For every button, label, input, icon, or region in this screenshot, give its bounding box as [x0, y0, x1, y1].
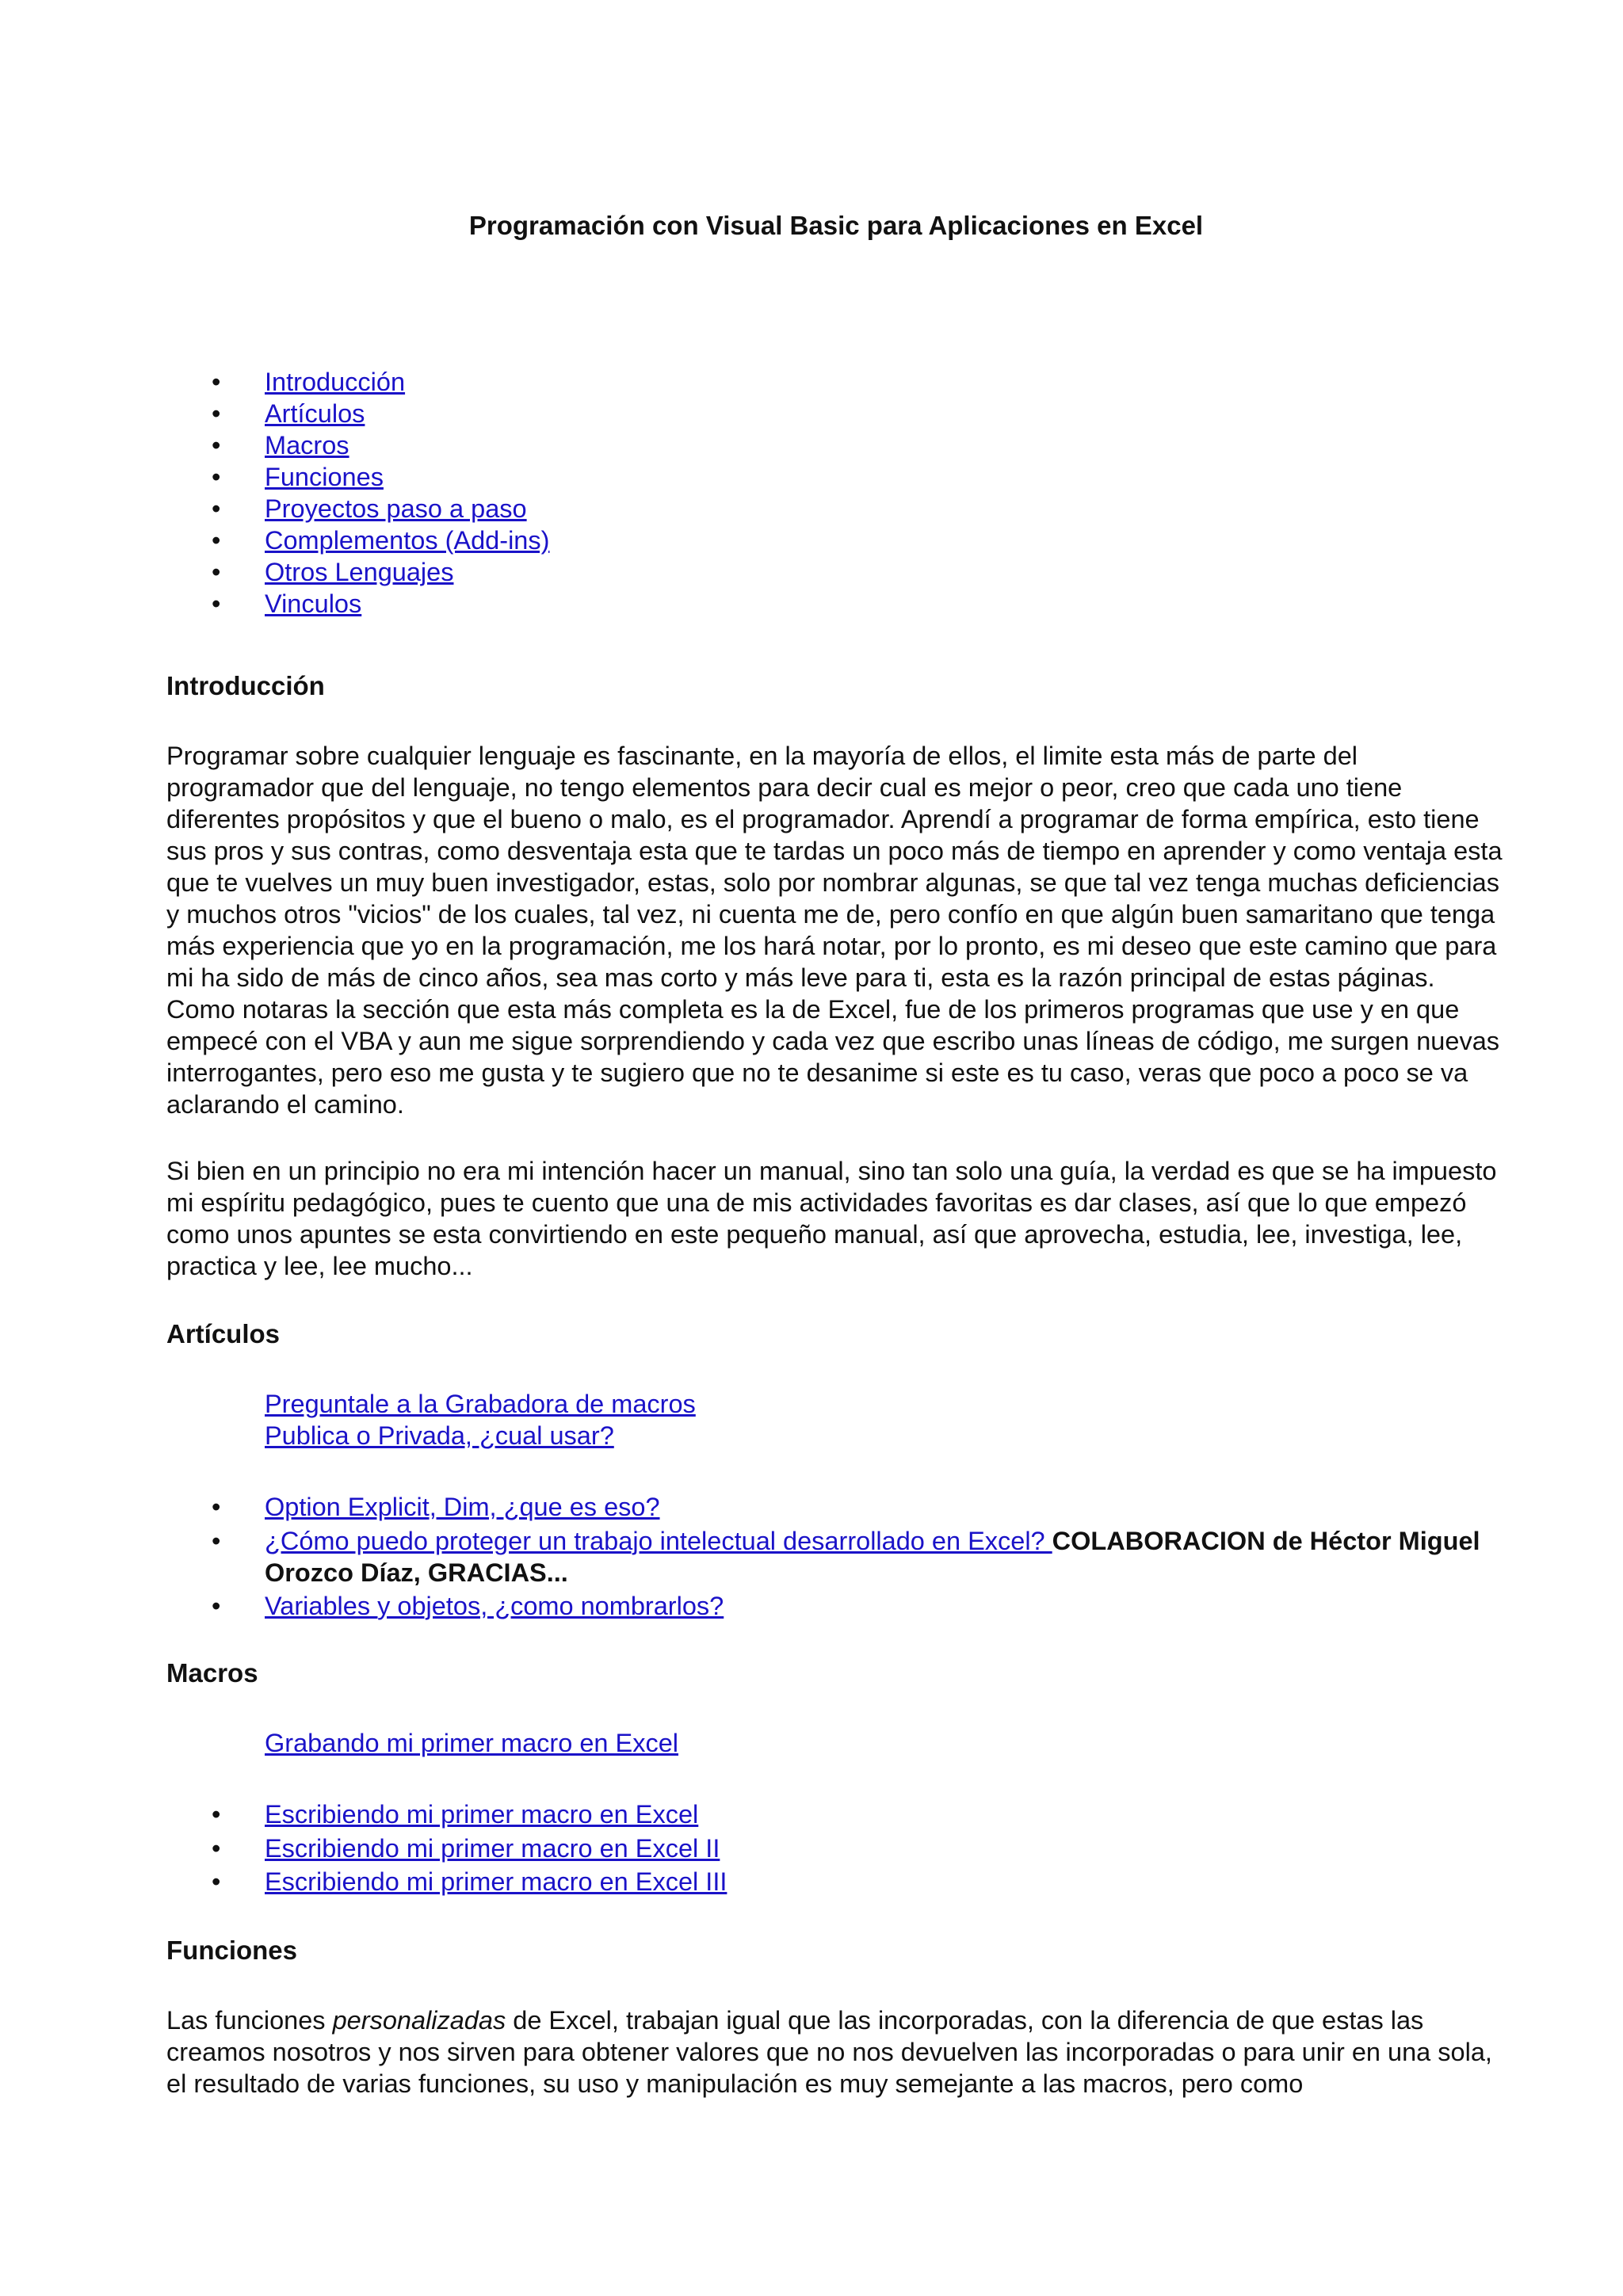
page-title: Programación con Visual Basic para Aplicaciones en Excel [468, 211, 1204, 240]
toc-link-introduccion[interactable]: Introducción [265, 368, 406, 396]
funciones-text-italic: personalizadas [332, 2006, 506, 2035]
section-heading-introduccion: Introducción [166, 671, 325, 700]
link-grabando-macro[interactable]: Grabando mi primer macro en Excel [265, 1729, 678, 1757]
section-heading-funciones: Funciones [166, 1936, 298, 1965]
toc-item [166, 429, 549, 461]
toc-link-vinculos[interactable]: Vinculos [265, 589, 362, 618]
intro-paragraph-1: Programar sobre cualquier lenguaje es fascinante, en la mayoría de ellos, el limite esta más de parte del programador que del lenguaje, no tengo elementos para decir cual es mejor o peor, creo que cada uno tiene diferentes propósitos y que el bueno o malo, es el programador. Aprendí a programar de forma empírica, esto tiene sus pros y sus contras, como desventaja esta que te tardas un poco más de tiempo en aprender y como ventaja esta que te vuelves un muy buen investigador, estas, solo por nombrar algunas, se que tal vez tenga muchas deficiencias y muchos otros "vicios" de los cuales, tal vez, ni cuenta me de, pero confío en que algún buen samaritano que tenga más experiencia que yo en la programación, me los hará notar, por lo pronto, es mi deseo que este camino que para mi ha sido de más de cinco años, sea mas corto y más leve para ti, esta es la razón principal de estas páginas. Como notaras la sección que esta más completa es la de Excel, fue de los primeros programas que use y en que empecé con el VBA y aun me sigue sorprendiendo y cada vez que escribo unas líneas de código, me surgen nuevas interrogantes, pero eso me gusta y te sugiero que no te desanime si este es tu caso, veras que poco a poco se va aclarando el camino. [166, 742, 1503, 1119]
funciones-text-start: Las funciones [166, 2006, 333, 2035]
funciones-paragraph [166, 2004, 1506, 2100]
toc-item [166, 588, 549, 620]
section-heading-articulos: Artículos [166, 1319, 281, 1348]
funciones-text-rest: de Excel, trabajan igual que las incorporadas, con la diferencia de que estas las creamos nosotros y nos sirven para obtener valores que no nos devuelven las incorporadas o para unir en una sola, el resultado de varias funciones, su uso y manipulación es muy semejante a las macros, pero como [166, 2006, 1492, 2098]
link-option-explicit[interactable]: Option Explicit, Dim, ¿que es eso? [265, 1493, 660, 1521]
list-item [166, 1525, 1506, 1590]
section-heading-macros: Macros [166, 1658, 258, 1688]
toc-item [166, 493, 549, 524]
toc-item [166, 366, 549, 398]
link-escribiendo-macro-3[interactable]: Escribiendo mi primer macro en Excel III [265, 1867, 727, 1896]
list-item [166, 1798, 1506, 1833]
link-variables-objetos[interactable]: Variables y objetos, ¿como nombrarlos? [265, 1591, 724, 1620]
toc-link-complementos[interactable]: Complementos (Add-ins) [265, 526, 550, 555]
toc-item [166, 556, 549, 588]
list-item [166, 1833, 1506, 1867]
table-of-contents [166, 366, 549, 620]
list-item [166, 1491, 1506, 1525]
toc-item [166, 461, 549, 493]
link-proteger-trabajo[interactable]: ¿Cómo puedo proteger un trabajo intelectual desarrollado en Excel? [265, 1526, 1052, 1555]
macros-indented-links [265, 1727, 678, 1759]
toc-item [166, 524, 549, 556]
toc-link-funciones[interactable]: Funciones [265, 463, 384, 491]
articulos-bullet-list [166, 1491, 1506, 1623]
toc-link-otros-lenguajes[interactable]: Otros Lenguajes [265, 558, 454, 586]
macros-bullet-list [166, 1798, 1506, 1900]
link-escribiendo-macro-2[interactable]: Escribiendo mi primer macro en Excel II [265, 1833, 720, 1863]
articulos-indented-links [265, 1388, 696, 1451]
link-escribiendo-macro-1[interactable]: Escribiendo mi primer macro en Excel [265, 1800, 699, 1829]
link-publica-privada[interactable]: Publica o Privada, ¿cual usar? [265, 1421, 614, 1450]
list-item [166, 1590, 1506, 1624]
colaboracion-credit: COLABORACION de Héctor Miguel Orozco Díaz, GRACIAS... [265, 1526, 1480, 1587]
link-preguntale-grabadora[interactable]: Preguntale a la Grabadora de macros [265, 1390, 696, 1418]
toc-link-articulos[interactable]: Artículos [265, 399, 365, 428]
toc-item [166, 398, 549, 429]
intro-paragraph-2: Si bien en un principio no era mi intención hacer un manual, sino tan solo una guía, la verdad es que se ha impuesto mi espíritu pedagógico, pues te cuento que una de mis actividades favoritas es dar clases, así que lo que empezó como unos apuntes se esta convirtiendo en este pequeño manual, así que aprovecha, estudia, lee, investiga, lee, practica y lee, lee mucho... [166, 1157, 1497, 1280]
list-item [166, 1866, 1506, 1900]
toc-link-macros[interactable]: Macros [265, 431, 349, 460]
toc-link-proyectos[interactable]: Proyectos paso a paso [265, 494, 527, 523]
